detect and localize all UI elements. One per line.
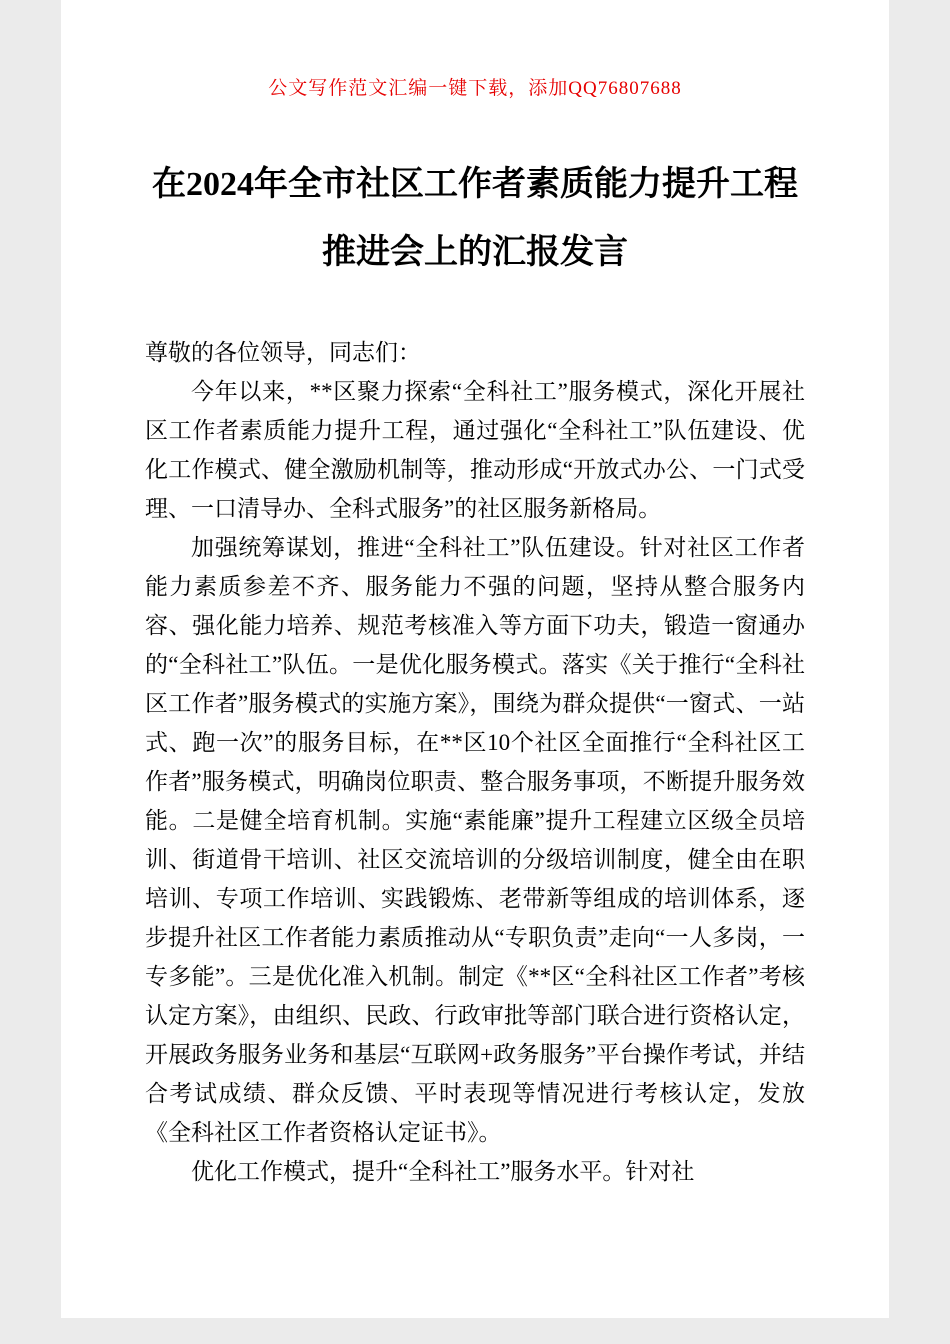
body-paragraph: 加强统筹谋划，推进“全科社工”队伍建设。针对社区工作者能力素质参差不齐、服务能力不强的问题，坚持从整合服务内容、强化能力培养、规范考核准入等方面下功夫，锻造一窗通办的“全科社工”队伍。一是优化服务模式。落实《关于推行“全科社区工作者”服务模式的实施方案》，围绕为群众提供“一窗式、一站式、跑一次”的服务目标，在**区10个社区全面推行“全科社区工作者”服务模式，明确岗位职责、整合服务事项，不断提升服务效能。二是健全培育机制。实施“素能廉”提升工程建立区级全员培训、街道骨干培训、社区交流培训的分级培训制度，健全由在职培训、专项工作培训、实践锻炼、老带新等组成的培训体系，逐步提升社区工作者能力素质推动从“专职负责”走向“一人多岗，一专多能”。三是优化准入机制。制定《**区“全科社区工作者”考核认定方案》，由组织、民政、行政审批等部门联合进行资格认定，开展政务服务业务和基层“互联网+政务服务”平台操作考试，并结合考试成绩、群众反馈、平时表现等情况进行考核认定，发放《全科社区工作者资格认定证书》。	[145, 534, 805, 1145]
document-title: 在2024年全市社区工作者素质能力提升工程推进会上的汇报发言	[152, 165, 798, 271]
body-paragraph: 今年以来，**区聚力探索“全科社工”服务模式，深化开展社区工作者素质能力提升工程，通过强化“全科社工”队伍建设、优化工作模式、健全激励机制等，推动形成“开放式办公、一门式受理、一口清导办、全科式服务”的社区服务新格局。	[145, 378, 805, 521]
promo-notice: 公文写作范文汇编一键下载，添加QQ76807688	[268, 78, 682, 99]
document-page	[61, 0, 889, 1318]
salutation: 尊敬的各位领导，同志们：	[145, 339, 421, 365]
body-paragraph: 优化工作模式，提升“全科社工”服务水平。针对社	[191, 1158, 695, 1184]
